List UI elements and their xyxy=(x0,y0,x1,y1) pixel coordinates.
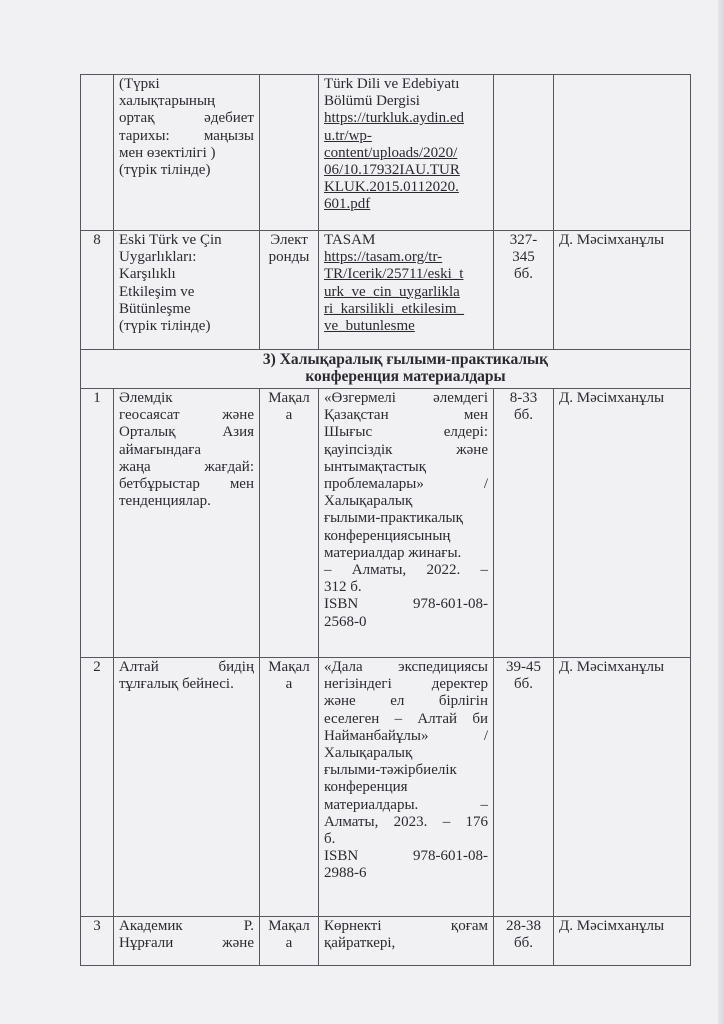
scan-edge-shadow xyxy=(718,0,724,1024)
author-cell: Д. Мәсімханұлы xyxy=(554,658,691,917)
text-line: және ел бірлігін xyxy=(324,693,488,710)
text-line: материалдары. – xyxy=(324,796,488,813)
section-header xyxy=(81,350,691,389)
text-line: ғылыми-тәжірбиелік xyxy=(324,762,457,779)
text-line: Орталық Азия xyxy=(119,424,254,441)
source-link[interactable] xyxy=(324,249,488,335)
text-line: ынтымақтастық xyxy=(324,458,427,475)
text-line: ISBN 978-601-08- xyxy=(324,848,488,865)
text-line: 2568-0 xyxy=(324,613,367,630)
source-cell xyxy=(319,75,494,231)
title-cell xyxy=(114,75,260,231)
text-line: Элект xyxy=(270,232,308,248)
text-line: Алтай бидің xyxy=(119,659,254,675)
text-line: Uygarlıkları: xyxy=(119,249,197,266)
text-line: геосаясат және xyxy=(119,407,254,424)
text-line: негізіндегі деректер xyxy=(324,676,488,693)
text-line: Bölümü Dergisi xyxy=(324,93,420,110)
url-line[interactable]: KLUK.2015.0112020. xyxy=(324,179,459,196)
text-line: тарихы: маңызы xyxy=(119,127,254,144)
section-header-line-2: конференция материалдары xyxy=(305,368,506,386)
text-line: Мақал xyxy=(268,918,310,934)
source-cell xyxy=(319,231,494,350)
pages-cell xyxy=(494,917,554,966)
text-line: Халықаралық xyxy=(324,493,413,510)
source-cell xyxy=(319,658,494,917)
text-line: Мақал xyxy=(268,390,310,406)
kind-cell xyxy=(260,917,319,966)
url-line[interactable]: ve_butunlesme xyxy=(324,318,415,335)
text-line: жаңа жағдай: xyxy=(119,458,254,475)
text-line: бб. xyxy=(513,407,533,424)
title-cell xyxy=(114,658,260,917)
text-line: (Түркі xyxy=(119,76,160,92)
title-cell xyxy=(114,917,260,966)
text-line: а xyxy=(285,935,293,952)
text-line: TASAM xyxy=(324,232,376,248)
kind-cell xyxy=(260,389,319,658)
row-number-cell: 3 xyxy=(81,917,114,966)
url-line[interactable]: 601.pdf xyxy=(324,196,371,213)
text-line: тұлғалық бейнесі. xyxy=(119,676,234,693)
text-line: а xyxy=(285,676,293,693)
pages-cell xyxy=(494,231,554,350)
text-line: бетбұрыстар мен xyxy=(119,476,254,493)
text-line: 28-38 xyxy=(506,918,541,934)
url-line[interactable]: 06/10.17932IAU.TUR xyxy=(324,162,460,179)
author-cell: Д. Мәсімханұлы xyxy=(554,231,691,350)
source-link[interactable] xyxy=(324,110,488,213)
publications-table xyxy=(80,74,691,966)
table-row xyxy=(81,231,691,350)
text-line: аймағындаға xyxy=(119,441,202,458)
text-line: (түрік тілінде) xyxy=(119,318,211,335)
url-line[interactable]: ri_karsilikli_etkilesim_ xyxy=(324,300,464,317)
row-number-cell: 1 xyxy=(81,389,114,658)
text-line: Eski Türk ve Çin xyxy=(119,232,222,248)
row-number-cell: 8 xyxy=(81,231,114,350)
text-line: бб. xyxy=(513,266,533,283)
author-cell: Д. Мәсімханұлы xyxy=(554,389,691,658)
source-cell xyxy=(319,917,494,966)
text-line: ғылыми-практикалық xyxy=(324,510,463,527)
table-row xyxy=(81,917,691,966)
text-line: 2988-6 xyxy=(324,865,367,882)
title-cell xyxy=(114,389,260,658)
text-line: 39-45 xyxy=(506,659,541,675)
pages-cell xyxy=(494,658,554,917)
text-line: проблемалары» / xyxy=(324,476,488,493)
row-number-cell: 2 xyxy=(81,658,114,917)
text-line: ронды xyxy=(268,249,310,266)
text-line: еселеген – Алтай би xyxy=(324,710,488,727)
text-line: Шығыс елдері: xyxy=(324,424,488,441)
text-line: Karşılıklı xyxy=(119,266,176,283)
text-line: бб. xyxy=(513,676,533,693)
text-line: Әлемдік xyxy=(119,390,173,406)
text-line: Алматы, 2023. – 176 xyxy=(324,813,488,830)
text-line: Көрнекті қоғам xyxy=(324,918,488,934)
text-line: материалдар жинағы. xyxy=(324,544,462,561)
url-line[interactable]: TR/Icerik/25711/eski_t xyxy=(324,266,464,283)
text-line: «Дала экспедициясы xyxy=(324,659,488,675)
text-line: Türk Dili ve Edebiyatı xyxy=(324,76,460,92)
text-line: конференция xyxy=(324,779,408,796)
text-line: мен өзектілігі ) xyxy=(119,144,216,161)
text-line: 345 xyxy=(512,249,535,266)
text-line: Академик Р. xyxy=(119,918,254,934)
url-line[interactable]: https://turkluk.aydin.ed xyxy=(324,110,464,127)
text-line: бб. xyxy=(513,935,533,952)
title-cell xyxy=(114,231,260,350)
url-line[interactable]: urk_ve_cin_uygarlikla xyxy=(324,283,460,300)
text-line: 8-33 xyxy=(509,390,538,406)
text-line: Найманбайұлы» / xyxy=(324,727,488,744)
text-line: Нұрғали және xyxy=(119,935,254,952)
text-line: тенденциялар. xyxy=(119,493,211,510)
text-line: халықтарының xyxy=(119,93,216,110)
text-line: (түрік тілінде) xyxy=(119,162,211,179)
kind-cell xyxy=(260,75,319,231)
text-line: қайраткері, xyxy=(324,935,396,952)
text-line: ортақ әдебиет xyxy=(119,110,254,127)
text-line: 327- xyxy=(509,232,538,248)
kind-cell xyxy=(260,658,319,917)
text-line: Bütünleşme xyxy=(119,300,191,317)
text-line: – Алматы, 2022. – xyxy=(324,562,488,579)
text-line: 312 б. xyxy=(324,579,362,596)
text-line: «Өзгермелі әлемдегі xyxy=(324,390,488,406)
pages-cell xyxy=(494,389,554,658)
author-cell: Д. Мәсімханұлы xyxy=(554,917,691,966)
url-line[interactable]: content/uploads/2020/ xyxy=(324,144,458,161)
row-number-cell xyxy=(81,75,114,231)
section-header-line-1: 3) Халықаралық ғылыми-практикалық xyxy=(262,351,549,368)
kind-cell xyxy=(260,231,319,350)
url-line[interactable]: u.tr/wp- xyxy=(324,127,372,144)
text-line: қауіпсіздік және xyxy=(324,441,488,458)
table-row xyxy=(81,389,691,658)
table-row xyxy=(81,658,691,917)
text-line: Etkileşim ve xyxy=(119,283,195,300)
text-line: конференциясының xyxy=(324,527,451,544)
text-line: Мақал xyxy=(268,659,310,675)
text-line: б. xyxy=(324,831,336,848)
pages-cell xyxy=(494,75,554,231)
text-line: а xyxy=(285,407,293,424)
url-line[interactable]: https://tasam.org/tr- xyxy=(324,249,443,266)
text-line: Қазақстан мен xyxy=(324,407,488,424)
table-row-continued xyxy=(81,75,691,231)
text-line: ISBN 978-601-08- xyxy=(324,596,488,613)
section-header-row xyxy=(81,350,691,389)
author-cell xyxy=(554,75,691,231)
source-cell xyxy=(319,389,494,658)
text-line: Халықаралық xyxy=(324,745,413,762)
